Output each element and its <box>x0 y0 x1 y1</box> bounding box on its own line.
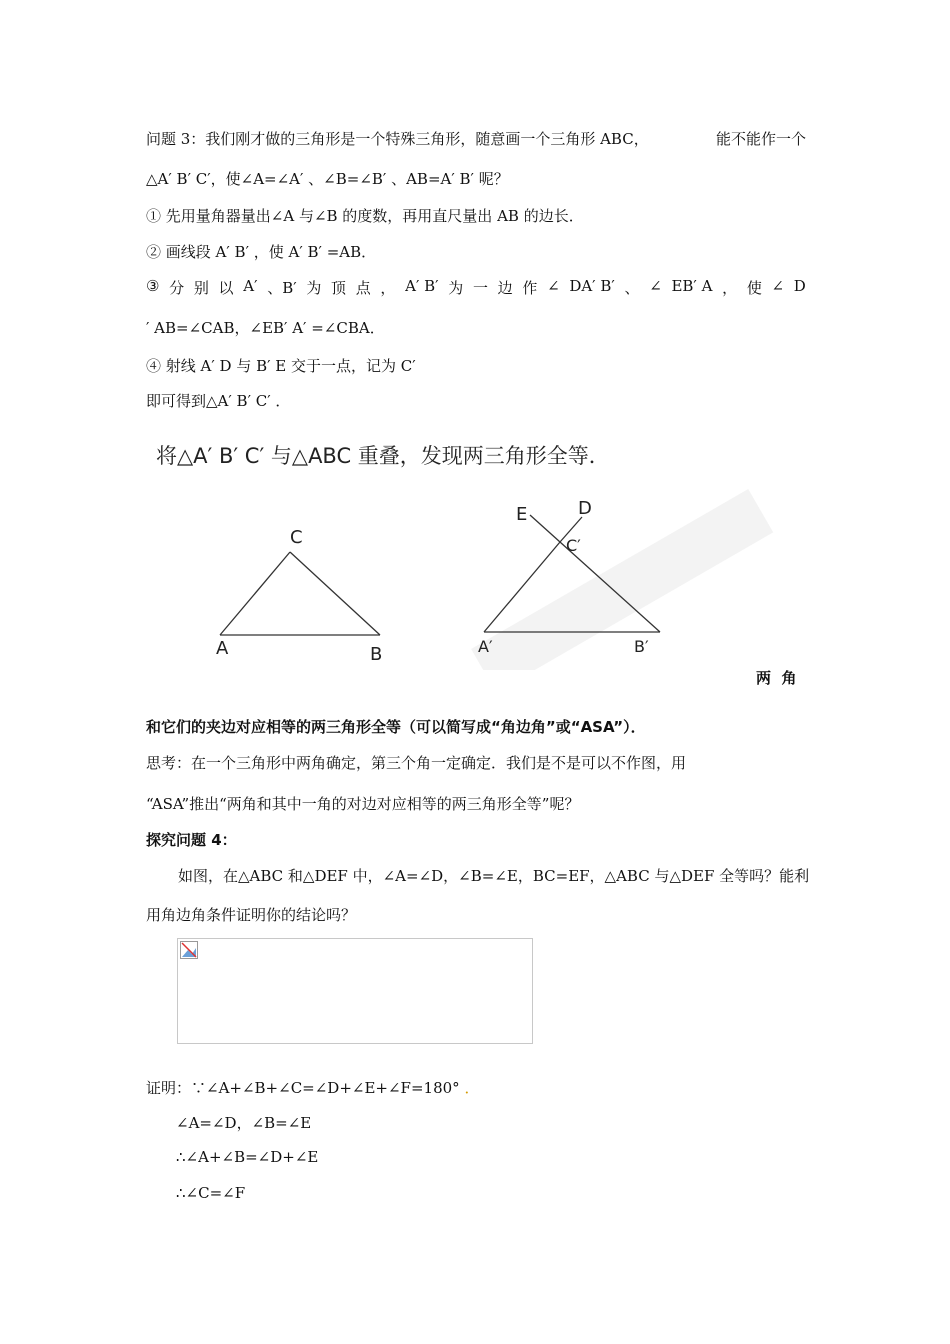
step3-token: A′ B′ <box>405 277 439 295</box>
label-b-prime: B′ <box>634 637 649 656</box>
problem4-line1: 如图，在△ABC 和△DEF 中，∠A=∠D，∠B=∠E，BC=EF，△ABC 与△DEF 全等吗？能利 <box>178 867 810 885</box>
problem3-line2: △A′ B′ C′，使∠A=∠A′ 、∠B=∠B′ 、AB=A′ B′ 呢？ <box>146 170 509 188</box>
step3-token: 分 <box>169 279 185 297</box>
proof-line4: ∴∠C=∠F <box>176 1184 246 1202</box>
step3-token: 以 <box>218 279 234 297</box>
step3-token: 边 <box>497 279 513 297</box>
step3-token: 使 <box>746 279 762 297</box>
label-d: D <box>578 498 592 519</box>
step3-token: DA′ B′ <box>569 277 615 295</box>
think-line1: 思考：在一个三角形中两角确定，第三个角一定确定．我们是不是可以不作图，用 <box>146 754 687 772</box>
asa-tail: 两 角 <box>756 669 797 687</box>
step3-token: ， <box>722 279 738 297</box>
triangle-diagram <box>146 430 806 670</box>
proof-line2: ∠A=∠D，∠B=∠E <box>176 1114 312 1132</box>
step3-token: ， <box>380 279 396 297</box>
label-e: E <box>516 504 528 525</box>
step3-line2: ′ AB=∠CAB，∠EB′ A′ =∠CBA． <box>146 319 385 337</box>
problem3-line1 <box>146 128 806 149</box>
asa-statement: 和它们的夹边对应相等的两三角形全等（可以简写成“角边角”或“ASA”）． <box>146 718 646 736</box>
label-a: A <box>216 638 229 659</box>
label-c-prime: C′ <box>566 536 581 555</box>
step3-token: 、 <box>624 279 640 297</box>
step3-token: ③ <box>146 277 160 295</box>
step3-token: 为 <box>306 279 322 297</box>
proof-line1-text: 证明：∵∠A+∠B+∠C=∠D+∠E+∠F=180° <box>146 1079 460 1097</box>
problem3-line1-start: 问题 3：我们刚才做的三角形是一个特殊三角形，随意画一个三角形 ABC， <box>146 130 649 148</box>
problem4-title: 探究问题 4： <box>146 831 237 849</box>
broken-image-icon <box>180 941 198 959</box>
stray-dot: ． <box>464 1079 480 1097</box>
missing-figure-placeholder <box>177 938 533 1044</box>
step3-token: 、B′ <box>267 279 297 297</box>
step3-token: ∠ <box>547 277 560 295</box>
step3-line1 <box>146 277 806 298</box>
proof-line1 <box>146 1077 479 1098</box>
figure-caption: 将△A′ B′ C′ 与△ABC 重叠，发现两三角形全等． <box>156 444 610 468</box>
triangle-abc <box>220 552 380 635</box>
step3-token: D <box>793 277 806 295</box>
step3-token: EB′ A <box>671 277 713 295</box>
think-line2: “ASA”推出“两角和其中一角的对边对应相等的两三角形全等”呢？ <box>146 795 580 813</box>
step1: ① 先用量角器量出∠A 与∠B 的度数，再用直尺量出 AB 的边长． <box>146 207 584 225</box>
label-c: C <box>290 527 303 548</box>
step3-token: ∠ <box>771 277 785 295</box>
problem4-line2: 用角边角条件证明你的结论吗？ <box>146 906 357 924</box>
step3-token: 一 <box>472 279 488 297</box>
step2: ② 画线段 A′ B′ ，使 A′ B′ =AB． <box>146 243 377 261</box>
congruence-figure <box>146 430 806 670</box>
step3-token: 别 <box>193 279 209 297</box>
step3-token: A′ <box>243 277 258 295</box>
step3-token: 作 <box>522 279 538 297</box>
problem3-line1-end: 能不能作一个 <box>715 130 806 148</box>
step3-token: ∠ <box>649 277 662 295</box>
step3-token: 点 <box>355 279 371 297</box>
proof-line3: ∴∠A+∠B=∠D+∠E <box>176 1148 319 1166</box>
result-line: 即可得到△A′ B′ C′ ． <box>146 392 291 410</box>
label-b: B <box>370 644 383 665</box>
step3-token: 顶 <box>331 279 347 297</box>
step4: ④ 射线 A′ D 与 B′ E 交于一点，记为 C′ <box>146 357 416 375</box>
label-a-prime: A′ <box>478 637 493 656</box>
step3-token: 为 <box>448 279 464 297</box>
